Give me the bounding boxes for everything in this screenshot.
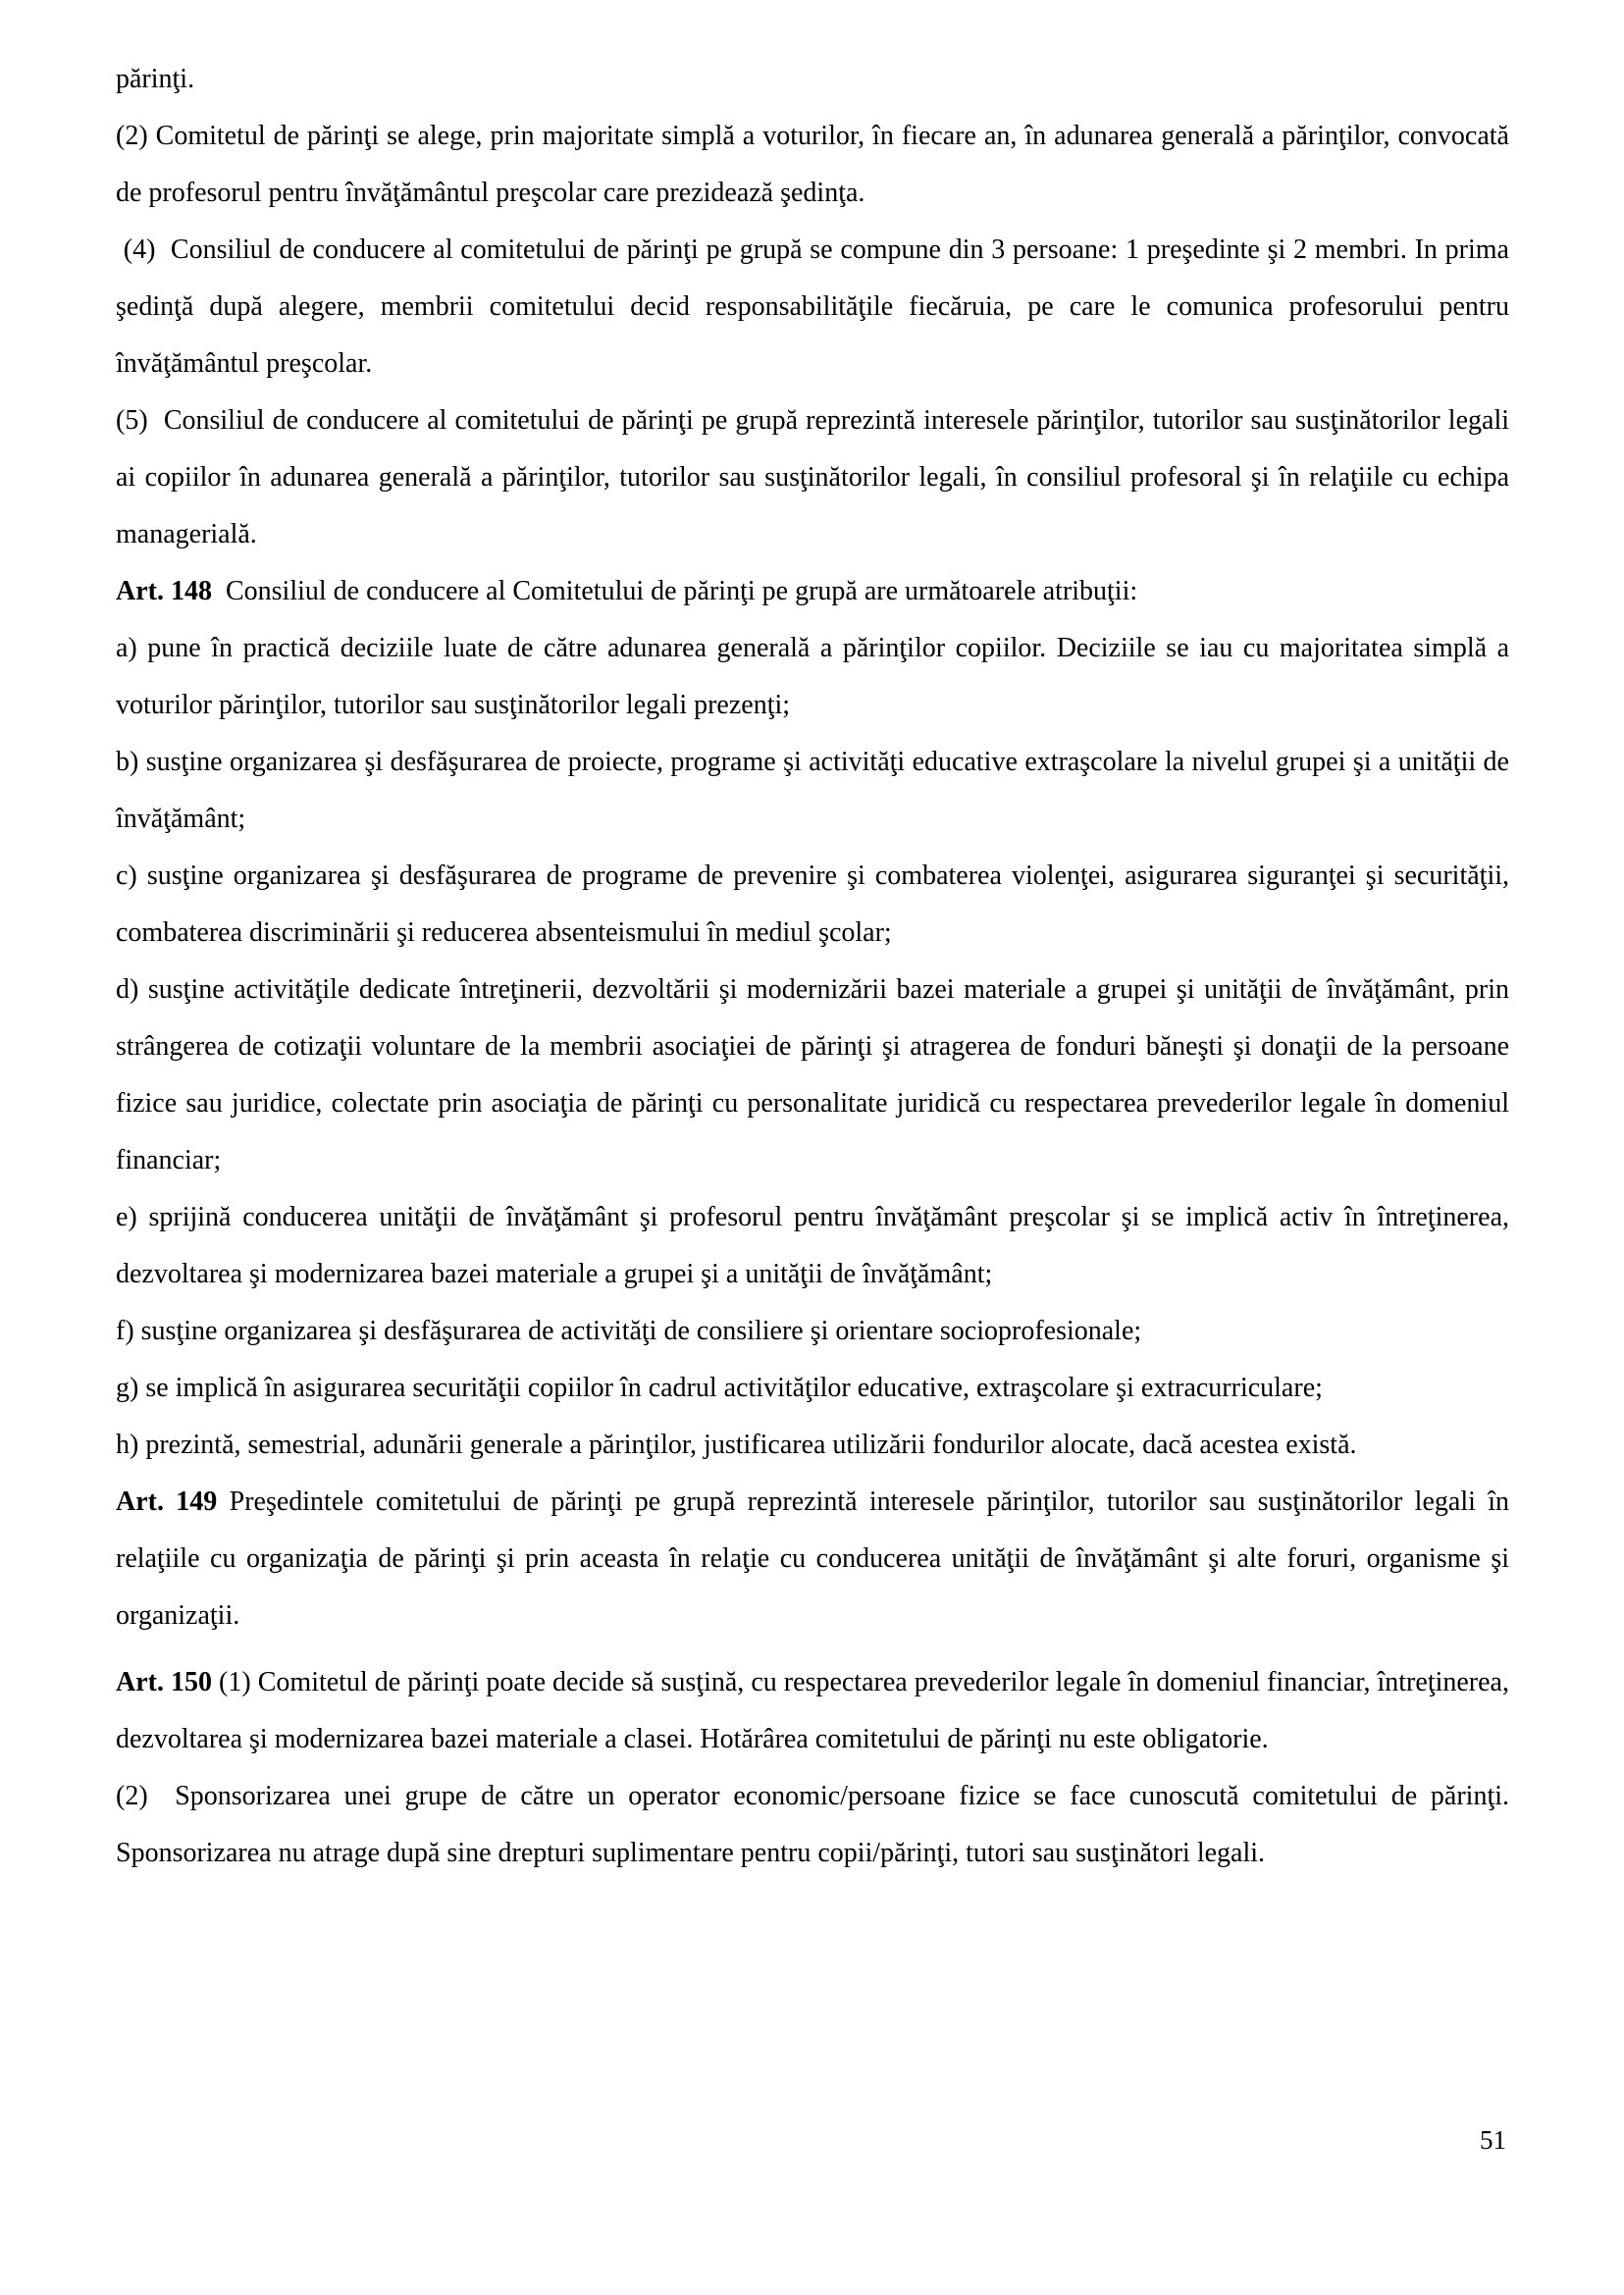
paragraph-text: Preşedintele comitetului de părinţi pe grupă reprezintă interesele părinţilor, tutorilor sau susţinătorilor legali în relaţiile cu organizaţia de părinţi şi prin aceasta în relaţie cu conducerea unităţii de învăţământ şi alte foruri, organisme şi organizaţii. xyxy=(116,1487,1509,1631)
paragraph-item-e xyxy=(116,1189,1509,1303)
paragraph-item-h xyxy=(116,1417,1509,1474)
paragraph-text: (5) Consiliul de conducere al comitetului de părinţi pe grupă reprezintă interesele părinţilor, tutorilor sau susţinătorilor legali ai copiilor în adunarea generală a părinţilor, tutorilor sau susţinătorilor legali, în consiliul profesoral şi în relaţiile cu echipa managerială. xyxy=(116,405,1509,549)
paragraph-art-148 xyxy=(116,563,1509,620)
paragraph-text: h) prezintă, semestrial, adunării generale a părinţilor, justificarea utilizării fondurilor alocate, dacă acestea există. xyxy=(116,1430,1357,1460)
paragraph-5 xyxy=(116,392,1509,563)
paragraph-text: părinţi. xyxy=(116,64,195,94)
article-150-label: Art. 150 xyxy=(116,1667,213,1697)
paragraph-art-149 xyxy=(116,1474,1509,1644)
paragraph-text: Consiliul de conducere al Comitetului de părinţi pe grupă are următoarele atribuţii: xyxy=(211,576,1138,606)
paragraph-text: a) pune în practică deciziile luate de către adunarea generală a părinţilor copiilor. Deciziile se iau cu majoritatea simplă a voturilor părinţilor, tutorilor sau susţinătorilor legali prezenţi; xyxy=(116,633,1509,720)
paragraph-text: e) sprijină conducerea unităţii de învăţământ şi profesorul pentru învăţământ preşcolar şi se implică activ în întreţinerea, dezvoltarea şi modernizarea bazei materiale a grupei şi a unităţii de învăţământ; xyxy=(116,1202,1509,1289)
paragraph-text: g) se implică în asigurarea securităţii copiilor în cadrul activităţilor educative, extraşcolare şi extracurriculare; xyxy=(116,1373,1323,1403)
paragraph-continuation xyxy=(116,51,1509,108)
page-number: 51 xyxy=(1480,2125,1506,2155)
paragraph-text: b) susţine organizarea şi desfăşurarea de proiecte, programe şi activităţi educative extraşcolare la nivelul grupei şi a unităţii de învăţământ; xyxy=(116,747,1509,834)
paragraph-sponsorship xyxy=(116,1768,1509,1882)
paragraph-text: c) susţine organizarea şi desfăşurarea de programe de prevenire şi combaterea violenţei, asigurarea siguranţei şi securităţii, combaterea discriminării şi reducerea absenteismului în mediul şcolar; xyxy=(116,861,1509,948)
paragraph-text: (4) Consiliul de conducere al comitetului de părinţi pe grupă se compune din 3 persoane: 1 preşedinte şi 2 membri. In prima şedinţă după alegere, membrii comitetului decid responsabilităţile fiecăruia, pe care le comunica profesorului pentru învăţământul preşcolar. xyxy=(116,235,1509,379)
paragraph-item-f xyxy=(116,1303,1509,1360)
paragraph-text: (2) Sponsorizarea unei grupe de către un operator economic/persoane fizice se face cunoscută comitetului de părinţi. Sponsorizarea nu atrage după sine drepturi suplimentare pentru copii/părinţi, tutori sau susţinători legali. xyxy=(116,1781,1509,1868)
paragraph-art-150 xyxy=(116,1654,1509,1768)
paragraph-text: f) susţine organizarea şi desfăşurarea de activităţi de consiliere şi orientare socioprofesionale; xyxy=(116,1316,1142,1346)
article-149-label: Art. 149 xyxy=(116,1487,218,1517)
paragraph-item-g xyxy=(116,1360,1509,1417)
paragraph-item-a xyxy=(116,620,1509,734)
article-148-label: Art. 148 xyxy=(116,576,212,606)
paragraph-text: (1) Comitetul de părinţi poate decide să susţină, cu respectarea prevederilor legale în domeniul financiar, întreţinerea, dezvoltarea şi modernizarea bazei materiale a clasei. Hotărârea comitetului de părinţi nu este obligatorie. xyxy=(116,1667,1509,1754)
paragraph-text: (2) Comitetul de părinţi se alege, prin majoritate simplă a voturilor, în fiecare an, în adunarea generală a părinţilor, convocată de profesorul pentru învăţământul preşcolar care prezidează şedinţa. xyxy=(116,121,1509,208)
paragraph-text: d) susţine activităţile dedicate întreţinerii, dezvoltării şi modernizării bazei materiale a grupei şi unităţii de învăţământ, prin strângerea de cotizaţii voluntare de la membrii asociaţiei de părinţi şi atragerea de fonduri băneşti şi donaţii de la persoane fizice sau juridice, colectate prin asociaţia de părinţi cu personalitate juridică cu respectarea prevederilor legale în domeniul financiar; xyxy=(116,974,1509,1175)
paragraph-item-b xyxy=(116,734,1509,848)
paragraph-item-d xyxy=(116,962,1509,1189)
paragraph-4 xyxy=(116,222,1509,392)
paragraph-2 xyxy=(116,108,1509,222)
paragraph-item-c xyxy=(116,848,1509,962)
